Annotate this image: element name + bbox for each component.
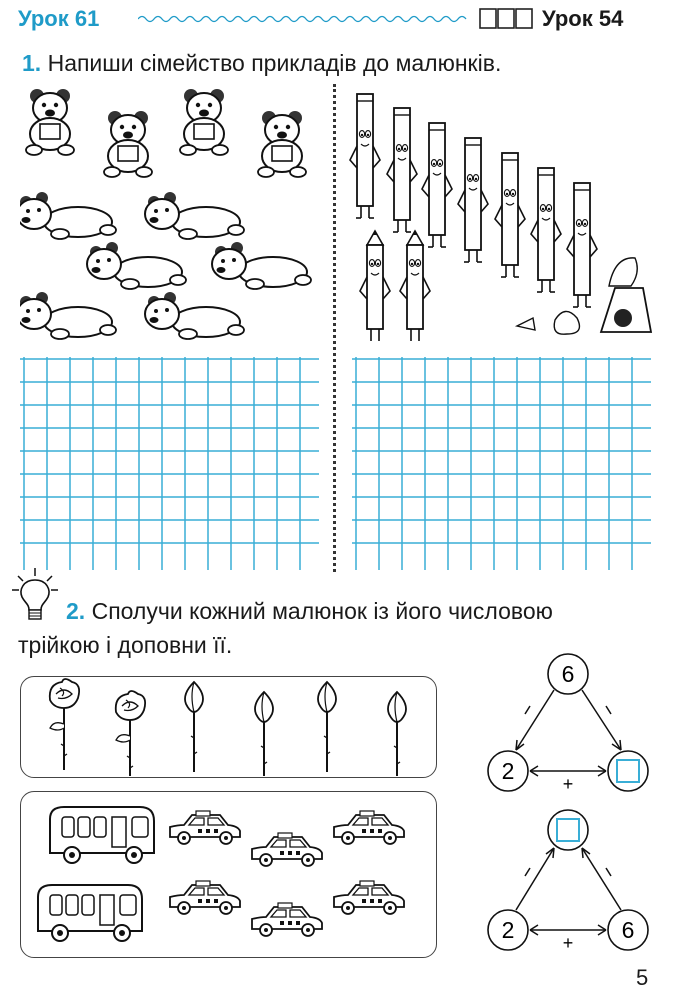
triangle2-plus-sign: + bbox=[562, 933, 574, 953]
books-icon bbox=[478, 6, 538, 30]
triangle2-right-value: 6 bbox=[621, 917, 635, 943]
triangle2-left-value: 2 bbox=[501, 917, 515, 943]
task1-number: 1. bbox=[22, 50, 42, 76]
roses-illustration bbox=[20, 676, 435, 776]
answer-grid-right[interactable] bbox=[352, 357, 651, 570]
dotted-separator bbox=[333, 84, 336, 572]
task1-text: Напиши сімейство прикладів до малюнків. bbox=[47, 50, 502, 76]
task2-number: 2. bbox=[66, 598, 86, 624]
triangle1-top-value: 6 bbox=[561, 661, 575, 687]
triangle1-answer-box[interactable] bbox=[617, 760, 639, 782]
wavy-divider bbox=[138, 14, 468, 24]
number-triangle-2 bbox=[478, 806, 663, 966]
lesson-right-title: Урок 54 bbox=[542, 6, 624, 31]
answer-grid-left[interactable] bbox=[20, 357, 319, 570]
task2-text-line1: Сполучи кожний малюнок із його числовою bbox=[91, 598, 553, 624]
task2-heading-line1 bbox=[66, 598, 553, 625]
triangle1-plus-sign: + bbox=[562, 774, 574, 794]
bears-illustration bbox=[20, 86, 325, 341]
lightbulb-icon bbox=[8, 566, 62, 624]
task1-heading bbox=[22, 50, 501, 77]
triangle1-left-value: 2 bbox=[501, 758, 515, 784]
vehicles-illustration bbox=[20, 791, 435, 956]
task2-text-line2: трійкою і доповни її. bbox=[18, 632, 233, 658]
pencils-illustration bbox=[345, 86, 660, 346]
triangle2-answer-box[interactable] bbox=[557, 819, 579, 841]
lesson-left-title: Урок 61 bbox=[18, 6, 100, 31]
number-triangle-1 bbox=[478, 650, 663, 805]
page-number: 5 bbox=[636, 965, 649, 990]
